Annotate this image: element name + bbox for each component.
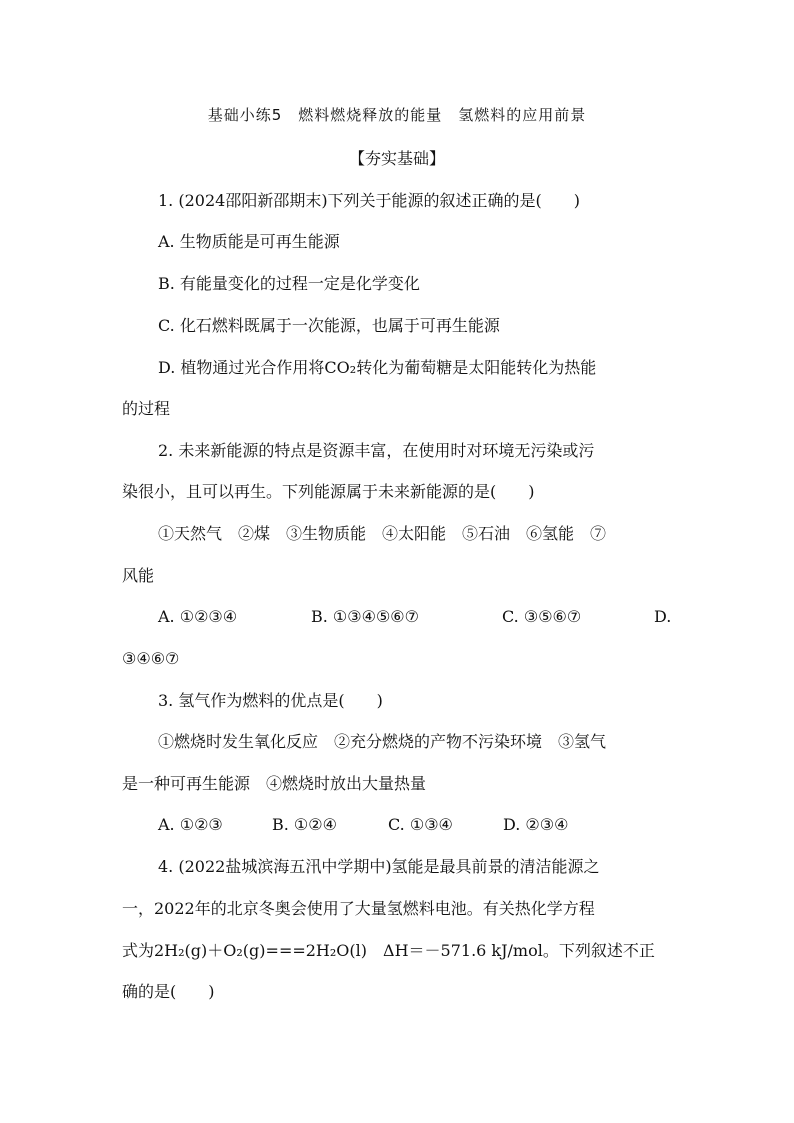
q1-option-a: A. 生物质能是可再生能源 <box>158 232 340 251</box>
q3-list: ①燃烧时发生氧化反应 ②充分燃烧的产物不污染环境 ③氢气 <box>158 732 607 751</box>
q4-stem-cont-1: 一，2022年的北京冬奥会使用了大量氢燃料电池。有关热化学方程 <box>122 899 595 918</box>
q4-stem-cont-3: 确的是( ) <box>122 982 215 1001</box>
q2-list: ①天然气 ②煤 ③生物质能 ④太阳能 ⑤石油 ⑥氢能 ⑦ <box>158 524 607 543</box>
q4-stem: 4. (2022盐城滨海五汛中学期中)氢能是最具前景的清洁能源之 <box>158 857 600 876</box>
q2-list-cont: 风能 <box>122 566 155 585</box>
section-heading: 【夯实基础】 <box>348 149 445 168</box>
q2-option-a: A. ①②③④ <box>158 607 238 626</box>
q2-option-d: D. <box>654 607 672 626</box>
q2-option-b: B. ①③④⑤⑥⑦ <box>311 607 419 626</box>
q3-option-a: A. ①②③ <box>158 815 223 834</box>
q2-stem-cont: 染很小，且可以再生。下列能源属于未来新能源的是( ) <box>122 482 535 501</box>
q3-list-cont: 是一种可再生能源 ④燃烧时放出大量热量 <box>122 774 427 793</box>
q3-stem: 3. 氢气作为燃料的优点是( ) <box>158 691 383 710</box>
q1-option-d: D. 植物通过光合作用将CO₂转化为葡萄糖是太阳能转化为热能 <box>158 358 597 377</box>
q3-option-d: D. ②③④ <box>503 815 569 834</box>
q3-option-b: B. ①②④ <box>272 815 337 834</box>
page-title: 基础小练5 燃料燃烧释放的能量 氢燃料的应用前景 <box>207 106 587 124</box>
q2-option-c: C. ③⑤⑥⑦ <box>502 607 582 626</box>
q1-stem: 1. (2024邵阳新邵期末)下列关于能源的叙述正确的是( ) <box>158 191 581 210</box>
q2-stem: 2. 未来新能源的特点是资源丰富，在使用时对环境无污染或污 <box>158 441 595 460</box>
q3-option-c: C. ①③④ <box>388 815 453 834</box>
q2-option-d-cont: ③④⑥⑦ <box>122 649 180 668</box>
q1-option-c: C. 化石燃料既属于一次能源，也属于可再生能源 <box>158 316 500 335</box>
q1-option-b: B. 有能量变化的过程一定是化学变化 <box>158 274 420 293</box>
q1-option-d-cont: 的过程 <box>122 399 171 418</box>
q4-stem-cont-2: 式为2H₂(g)＋O₂(g)===2H₂O(l) ΔH＝－571.6 kJ/mol。下列叙述不正 <box>122 941 655 960</box>
